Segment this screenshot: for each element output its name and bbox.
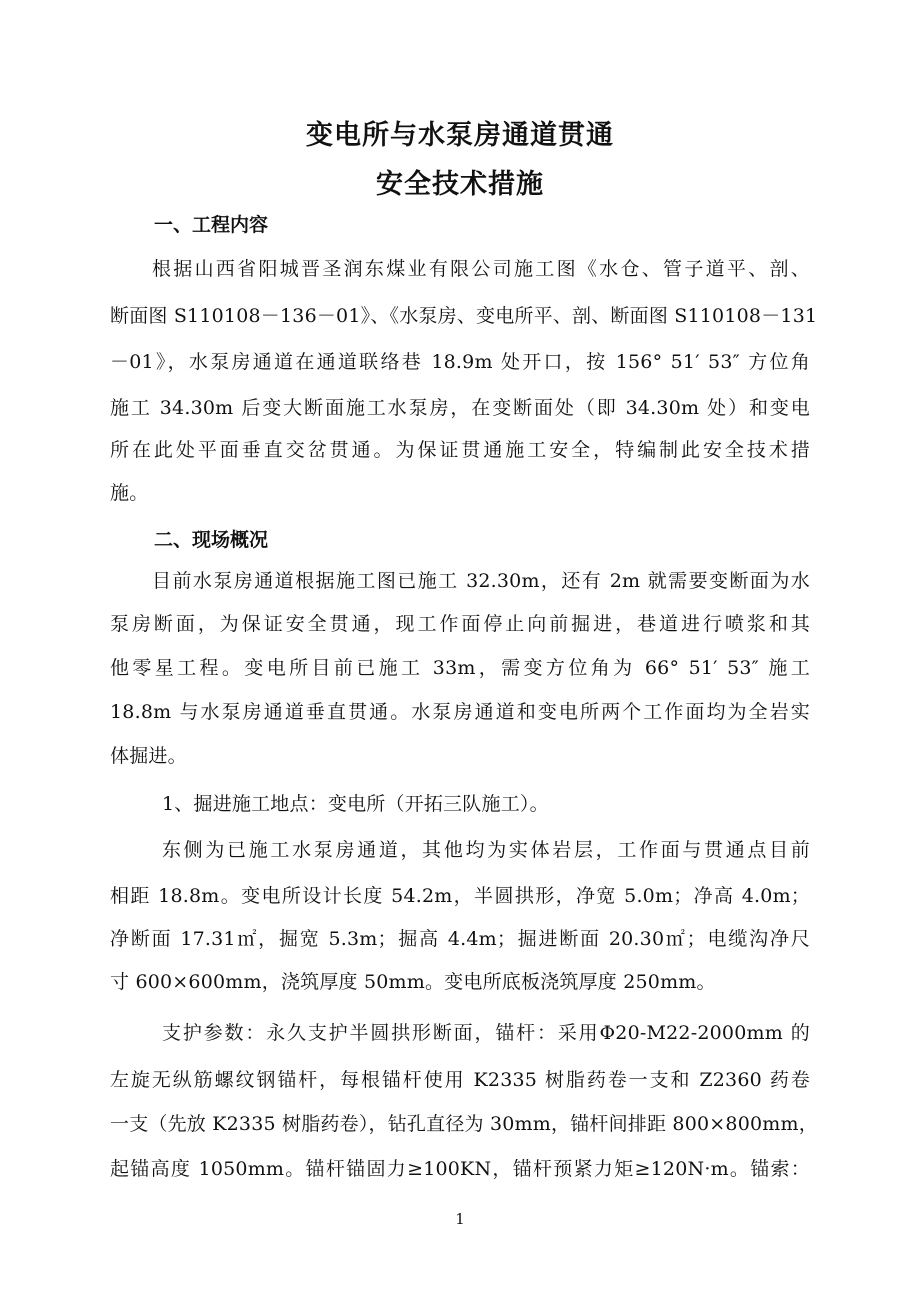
text-line: 根据山西省阳城晋圣润东煤业有限公司施工图《水仓、管子道平、剖、 [152,258,810,280]
text-line: 他零星工程。变电所目前已施工 33m，需变方位角为 66° 51′ 53″ 施工 [110,657,810,679]
text-line: 泵房断面，为保证安全贯通，现工作面停止向前掘进，巷道进行喷浆和其 [110,613,810,635]
text-line: 施工 34.30m 后变大断面施工水泵房，在变断面处（即 34.30m 处）和变电 [110,397,810,419]
text-line: 相距 18.8m。变电所设计长度 54.2m，半圆拱形，净宽 5.0m；净高 4.0m； [110,885,810,907]
text-line: 体掘进。 [110,745,187,767]
section-heading-1: 一、工程内容 [154,214,269,236]
text-line: 所在此处平面垂直交岔贯通。为保证贯通施工安全，特编制此安全技术措 [110,439,810,461]
text-line: 寸 600×600mm，浇筑厚度 50mm。变电所底板浇筑厚度 250mm。 [110,971,716,993]
text-line: 净断面 17.31㎡，掘宽 5.3m；掘高 4.4m；掘进断面 20.30㎡；电缆沟净尺 [110,928,810,950]
text-line: 一支（先放 K2335 树脂药卷），钻孔直径为 30mm，锚杆间排距 800×800mm， [110,1113,818,1135]
text-line: 断面图 S110108－136－01》、《水泵房、变电所平、剖、断面图 S110108－131 [110,305,818,327]
page-number: 1 [455,1210,465,1228]
text-line: 18.8m 与水泵房通道垂直贯通。水泵房通道和变电所两个工作面均为全岩实 [110,701,811,723]
text-line: 左旋无纵筋螺纹钢锚杆，每根锚杆使用 K2335 树脂药卷一支和 Z2360 药卷 [110,1069,810,1091]
section-heading-2: 二、现场概况 [154,529,269,551]
text-line: 起锚高度 1050mm。锚杆锚固力≥100KN，锚杆预紧力矩≥120N·m。锚索： [110,1158,810,1180]
document-title-line-2: 安全技术措施 [376,169,544,200]
text-line: 东侧为已施工水泵房通道，其他均为实体岩层，工作面与贯通点目前 [162,839,810,861]
document-title-line-1: 变电所与水泵房通道贯通 [306,120,614,151]
text-line: 支护参数：永久支护半圆拱形断面，锚杆：采用Φ20-M22-2000mm 的 [162,1022,810,1044]
text-line: 目前水泵房通道根据施工图已施工 32.30m，还有 2m 就需要变断面为水 [152,570,810,592]
list-item: 1、掘进施工地点：变电所（开拓三队施工）。 [162,793,549,815]
text-line: 施。 [110,482,149,504]
text-line: －01》，水泵房通道在通道联络巷 18.9m 处开口，按 156° 51′ 53″ 方位角 [110,351,810,373]
